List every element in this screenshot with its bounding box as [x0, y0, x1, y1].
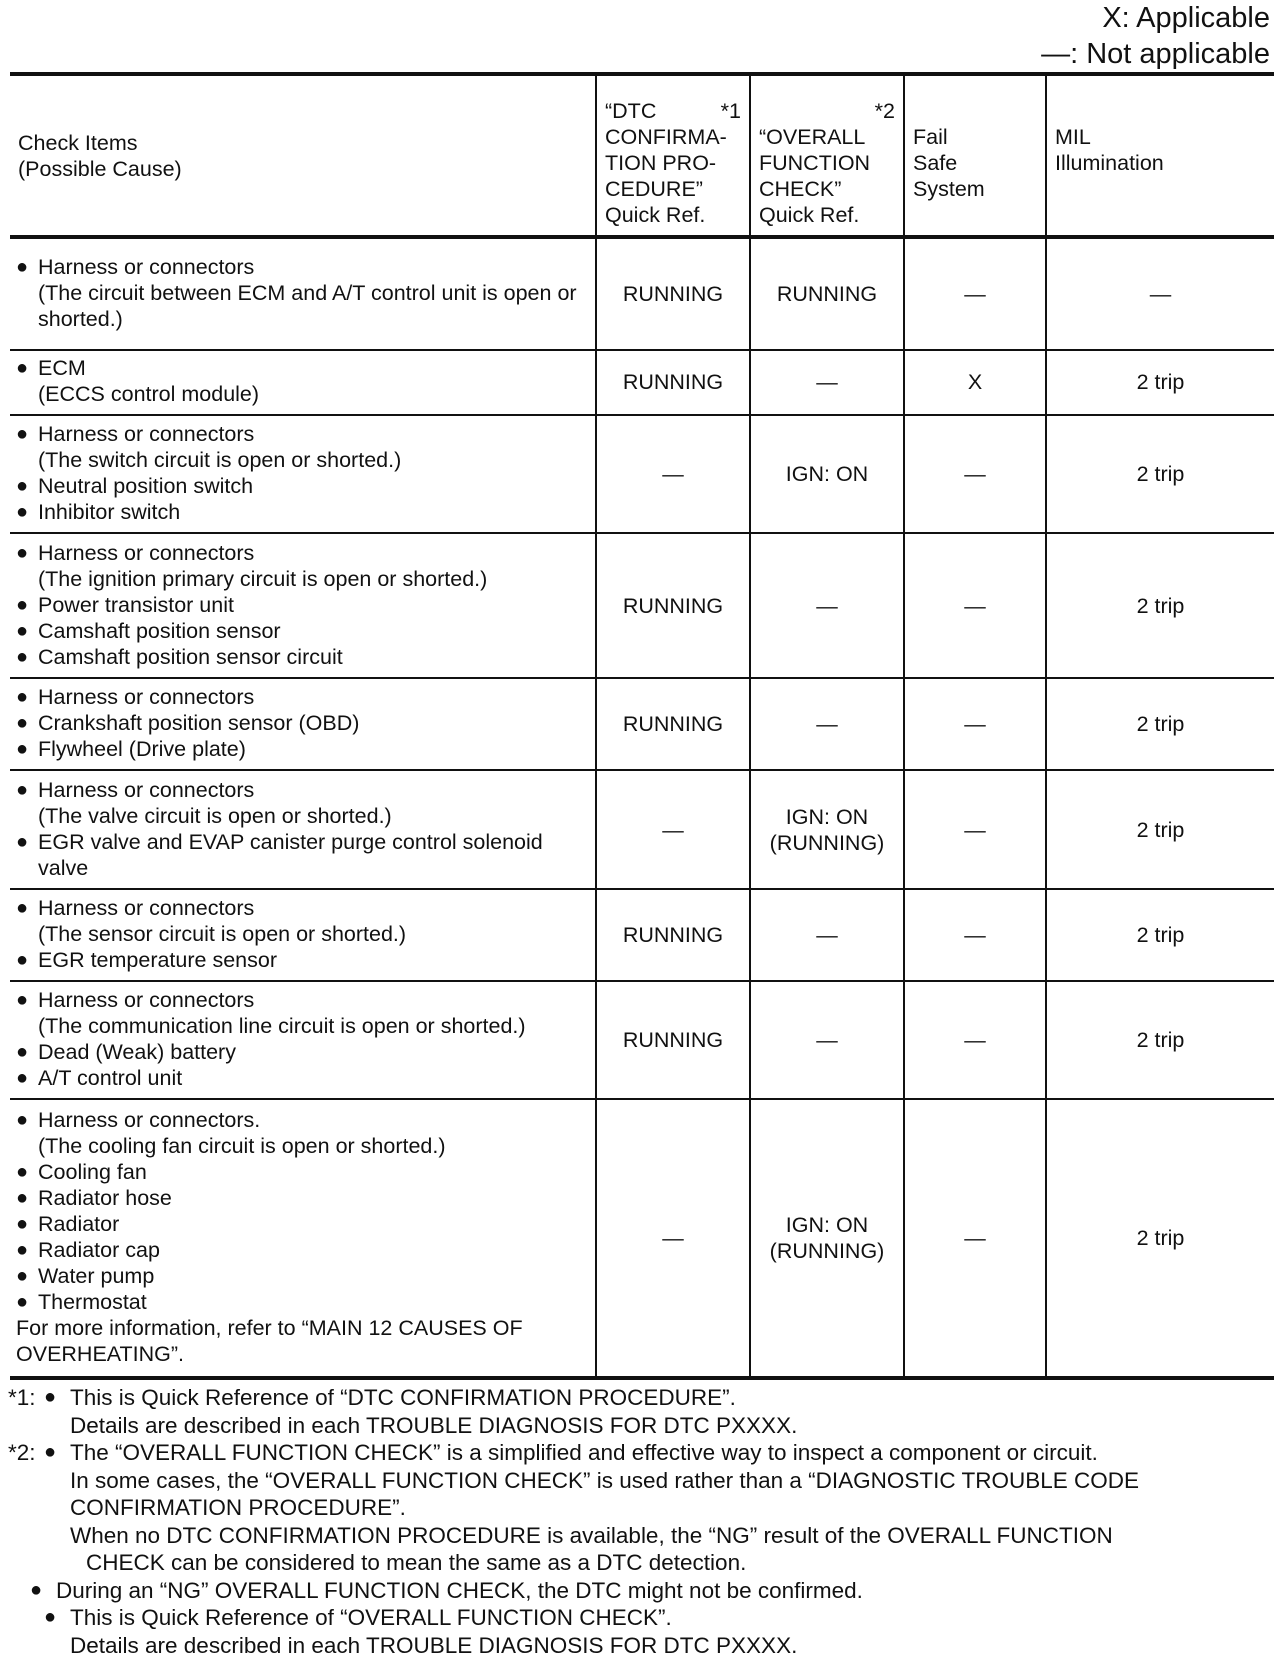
mil-cell-value: 2 trip: [1136, 712, 1185, 737]
legend-applicable: X: Applicable: [1102, 2, 1270, 34]
bullet-icon: ●: [44, 1386, 57, 1408]
table-row: [10, 415, 1274, 533]
bullet-icon: ●: [16, 357, 29, 380]
cause-list: [16, 777, 589, 881]
bullet-icon: ●: [16, 1291, 29, 1314]
fail-safe-cell: [904, 533, 1046, 678]
cause-list: [16, 355, 589, 407]
mil-cell: [1046, 678, 1274, 770]
bullet-icon: ●: [16, 1161, 29, 1184]
cause-text: Cooling fan: [38, 1160, 147, 1185]
cause-line: [16, 254, 589, 280]
cause-item: [16, 1039, 589, 1065]
bullet-icon: ●: [16, 988, 29, 1011]
cause-item: [16, 540, 589, 592]
cause-text: Harness or connectors: [38, 685, 255, 710]
mil-cell-value: 2 trip: [1136, 370, 1185, 395]
footnote-mark-1: *1:: [8, 1385, 36, 1410]
cause-line: [16, 829, 589, 881]
bullet-icon: ●: [16, 593, 29, 616]
bullet-icon: ●: [16, 712, 29, 735]
cause-item: [16, 895, 589, 947]
mil-cell: [1046, 770, 1274, 888]
mil-cell-value: 2 trip: [1136, 593, 1185, 618]
cause-list: [16, 421, 589, 525]
cause-line: [16, 540, 589, 566]
cause-text: ECM: [38, 356, 86, 381]
cause-text: Thermostat: [38, 1290, 147, 1315]
dtc-cell-value: RUNNING: [622, 282, 724, 307]
dtc-cell-value: RUNNING: [622, 1027, 724, 1052]
cause-text: Radiator cap: [38, 1238, 160, 1263]
overall-function-cell: [750, 889, 904, 981]
check-items-cell: [10, 889, 596, 981]
cause-text: Neutral position switch: [38, 474, 254, 499]
legend-not-applicable: —: Not applicable: [1041, 38, 1270, 70]
table-header-row: [10, 74, 1274, 237]
overall-function-cell-value: IGN: ON (RUNNING): [769, 804, 885, 855]
overall-function-cell: [750, 770, 904, 888]
header-overall-function: *2 “OVERALL FUNCTION CHECK” Quick Ref.: [750, 74, 904, 237]
cause-item: [16, 473, 589, 499]
fail-safe-cell: [904, 981, 1046, 1099]
fail-safe-cell-value: —: [964, 1226, 986, 1251]
cause-line: [16, 684, 589, 710]
dtc-cell: [596, 237, 750, 349]
bullet-icon: ●: [16, 830, 29, 853]
cause-text: Crankshaft position sensor (OBD): [38, 711, 360, 736]
bullet-icon: ●: [16, 1109, 29, 1132]
footnote-mark-2: *2:: [8, 1440, 36, 1465]
dtc-cell-value: RUNNING: [622, 922, 724, 947]
cause-text: Harness or connectors: [38, 255, 255, 280]
cause-list: [16, 540, 589, 670]
bullet-icon: ●: [16, 256, 29, 279]
cause-text: Inhibitor switch: [38, 500, 181, 525]
cause-line: [16, 777, 589, 803]
overall-function-cell: [750, 678, 904, 770]
table-row: [10, 981, 1274, 1099]
cause-text: EGR valve and EVAP canister purge control solenoid valve: [38, 829, 543, 880]
fail-safe-cell: [904, 350, 1046, 415]
bullet-icon: ●: [16, 1213, 29, 1236]
mil-cell: [1046, 415, 1274, 533]
dtc-cell: [596, 350, 750, 415]
bullet-icon: ●: [16, 501, 29, 524]
check-items-cell: [10, 678, 596, 770]
bullet-icon: ●: [16, 1066, 29, 1089]
footnote-2: *2: ● The “OVERALL FUNCTION CHECK” is a simplified and effective way to inspect a component or circuit. In some cases, the “OVERALL FUNCTION CHECK” is used rather than a “DIAGNOSTIC TROUBLE CODE CONFIRMATION PROCEDURE”. When no DTC CONFIRMATION PROCEDURE is available, the “NG” result of the OVERALL FUNCTION CHECK can be considered to mean the same as a DTC detection. ● During an “NG” OVERALL FUNCTION CHECK, the DTC might not be confirmed. ● This is Quick Reference of “OVERALL FUNCTION CHECK”. Details are described in each TROUBLE DIAGNOSIS FOR DTC PXXXX.: [8, 1440, 1140, 1658]
bullet-icon: ●: [16, 645, 29, 668]
table-row: [10, 237, 1274, 349]
more-info-text: For more information, refer to “MAIN 12 CAUSES OF OVERHEATING”.: [16, 1316, 523, 1367]
cause-text: EGR temperature sensor: [38, 947, 277, 972]
bullet-icon: ●: [16, 896, 29, 919]
overall-function-cell-value: IGN: ON: [785, 462, 869, 487]
bullet-icon: ●: [16, 1187, 29, 1210]
cause-line: [16, 1289, 589, 1315]
overall-function-cell-value: —: [816, 922, 838, 947]
header-fail-safe: Fail Safe System: [904, 74, 1046, 237]
cause-item: [16, 254, 589, 332]
table-row: [10, 1099, 1274, 1378]
bullet-icon: ●: [16, 1040, 29, 1063]
dtc-cell-value: RUNNING: [622, 593, 724, 618]
overall-function-cell: [750, 237, 904, 349]
fail-safe-cell: [904, 1099, 1046, 1378]
cause-item: [16, 1107, 589, 1159]
fail-safe-cell-value: —: [964, 922, 986, 947]
table-row: [10, 889, 1274, 981]
cause-note: (ECCS control module): [38, 382, 260, 407]
cause-item: [16, 1065, 589, 1091]
fail-safe-cell-value: X: [967, 370, 983, 395]
cause-note: (The communication line circuit is open or shorted.): [38, 1013, 526, 1038]
fail-safe-cell-value: —: [964, 1027, 986, 1052]
table-row: [10, 678, 1274, 770]
cause-list: [16, 254, 589, 332]
cause-item: [16, 987, 589, 1039]
mil-cell: [1046, 350, 1274, 415]
fail-safe-cell-value: —: [964, 593, 986, 618]
dtc-cell: [596, 889, 750, 981]
mil-cell-value: 2 trip: [1136, 817, 1185, 842]
fail-safe-cell-value: —: [964, 282, 986, 307]
mil-cell: [1046, 237, 1274, 349]
overall-function-cell-value: RUNNING: [776, 282, 878, 307]
fail-safe-cell: [904, 770, 1046, 888]
cause-text: Harness or connectors: [38, 895, 255, 920]
cause-text: Harness or connectors: [38, 540, 255, 565]
cause-item: [16, 1289, 589, 1315]
dtc-cell-value: —: [662, 1226, 684, 1251]
cause-note: (The valve circuit is open or shorted.): [38, 803, 392, 828]
overall-function-cell: [750, 981, 904, 1099]
cause-list: [16, 1107, 589, 1367]
footnote-1: *1: ● This is Quick Reference of “DTC CONFIRMATION PROCEDURE”. Details are described in each TROUBLE DIAGNOSIS FOR DTC PXXXX.: [8, 1385, 798, 1438]
cause-line: [16, 947, 589, 973]
overall-function-cell-value: —: [816, 593, 838, 618]
dtc-cell-value: —: [662, 817, 684, 842]
check-items-cell: [10, 533, 596, 678]
cause-text: Harness or connectors.: [38, 1108, 261, 1133]
dtc-cell: [596, 533, 750, 678]
mil-cell: [1046, 533, 1274, 678]
bullet-icon: ●: [16, 1265, 29, 1288]
fail-safe-cell: [904, 415, 1046, 533]
cause-item: [16, 1237, 589, 1263]
cause-line: [16, 592, 589, 618]
cause-line: [16, 355, 589, 381]
cause-list: [16, 987, 589, 1091]
table-row: [10, 770, 1274, 888]
overall-function-cell: [750, 415, 904, 533]
cause-line: [16, 1039, 589, 1065]
cause-item: [16, 736, 589, 762]
fail-safe-cell-value: —: [964, 817, 986, 842]
cause-line: [16, 618, 589, 644]
mil-cell: [1046, 981, 1274, 1099]
cause-item: [16, 1159, 589, 1185]
fail-safe-cell: [904, 889, 1046, 981]
cause-line: [16, 1065, 589, 1091]
table-body: [10, 237, 1274, 1378]
cause-item: [16, 592, 589, 618]
cause-item: [16, 777, 589, 829]
cause-item: [16, 644, 589, 670]
bullet-icon: ●: [16, 1239, 29, 1262]
fail-safe-cell: [904, 678, 1046, 770]
cause-item: [16, 710, 589, 736]
cause-note: (The switch circuit is open or shorted.): [38, 448, 402, 473]
cause-item: [16, 421, 589, 473]
footnote-ref-1: *1: [720, 98, 741, 123]
bullet-icon: ●: [30, 1578, 43, 1601]
cause-line: [16, 644, 589, 670]
overall-function-cell: [750, 1099, 904, 1378]
header-dtc-confirmation: *1 “DTC CONFIRMA- TION PRO- CEDURE” Quick Ref.: [596, 74, 750, 237]
cause-list: [16, 895, 589, 973]
cause-text: Power transistor unit: [38, 592, 234, 617]
bullet-icon: ●: [16, 619, 29, 642]
dtc-cell: [596, 981, 750, 1099]
overall-function-cell-value: —: [816, 370, 838, 395]
overall-function-cell-value: —: [816, 712, 838, 737]
overall-function-cell-value: IGN: ON (RUNNING): [769, 1213, 885, 1264]
bullet-icon: ●: [44, 1606, 57, 1628]
cause-line: [16, 736, 589, 762]
footnotes: [8, 1384, 1274, 1659]
mil-cell: [1046, 1099, 1274, 1378]
mil-cell-value: —: [1149, 282, 1172, 307]
table-row: [10, 350, 1274, 415]
mil-cell: [1046, 889, 1274, 981]
cause-line: [16, 473, 589, 499]
bullet-icon: ●: [16, 686, 29, 709]
dtc-cell-value: RUNNING: [622, 712, 724, 737]
check-items-cell: [10, 770, 596, 888]
dtc-cell: [596, 1099, 750, 1378]
check-items-cell: [10, 350, 596, 415]
cause-list: [16, 684, 589, 762]
cause-text: Water pump: [38, 1264, 155, 1289]
cause-item: [16, 829, 589, 881]
cause-item: [16, 1263, 589, 1289]
cause-text: Camshaft position sensor circuit: [38, 644, 343, 669]
bullet-icon: ●: [16, 475, 29, 498]
table-row: [10, 533, 1274, 678]
overall-function-cell-value: —: [816, 1027, 838, 1052]
cause-item: [16, 947, 589, 973]
overall-function-cell: [750, 350, 904, 415]
check-items-cell: [10, 981, 596, 1099]
bullet-icon: ●: [16, 778, 29, 801]
overall-function-cell: [750, 533, 904, 678]
cause-item: [16, 499, 589, 525]
cause-item: [16, 684, 589, 710]
fail-safe-cell-value: —: [964, 462, 986, 487]
cause-line: [16, 1237, 589, 1263]
fail-safe-cell-value: —: [964, 712, 986, 737]
cause-text: A/T control unit: [38, 1065, 183, 1090]
cause-line: [16, 499, 589, 525]
cause-text: Radiator hose: [38, 1186, 172, 1211]
bullet-icon: ●: [16, 541, 29, 564]
header-mil: MIL Illumination: [1046, 74, 1274, 237]
cause-line: [16, 895, 589, 921]
bullet-icon: ●: [16, 948, 29, 971]
mil-cell-value: 2 trip: [1136, 922, 1185, 947]
cause-item: [16, 618, 589, 644]
cause-item: [16, 1211, 589, 1237]
cause-line: [16, 1107, 589, 1133]
dtc-cell-value: RUNNING: [622, 370, 724, 395]
mil-cell-value: 2 trip: [1136, 462, 1185, 487]
cause-line: [16, 1263, 589, 1289]
cause-text: Harness or connectors: [38, 777, 255, 802]
cause-text: Dead (Weak) battery: [38, 1039, 236, 1064]
cause-line: [16, 421, 589, 447]
dtc-cell: [596, 678, 750, 770]
mil-cell-value: 2 trip: [1136, 1027, 1185, 1052]
check-items-cell: [10, 1099, 596, 1378]
check-items-cell: [10, 237, 596, 349]
check-items-cell: [10, 415, 596, 533]
cause-text: Flywheel (Drive plate): [38, 737, 246, 762]
legend: [1041, 0, 1270, 72]
cause-note: (The circuit between ECM and A/T control unit is open or shorted.): [38, 281, 577, 332]
footnote-ref-2: *2: [874, 98, 895, 123]
cause-line: [16, 1185, 589, 1211]
dtc-cell: [596, 415, 750, 533]
bullet-icon: ●: [16, 738, 29, 761]
diagnosis-table: [10, 72, 1274, 1380]
cause-item: [16, 1185, 589, 1211]
cause-line: [16, 710, 589, 736]
bullet-icon: ●: [16, 423, 29, 446]
bullet-icon: ●: [44, 1441, 57, 1463]
cause-text: Camshaft position sensor: [38, 618, 281, 643]
cause-line: [16, 987, 589, 1013]
cause-line: [16, 1159, 589, 1185]
cause-item: [16, 355, 589, 407]
dtc-cell-value: —: [662, 462, 684, 487]
header-check-items: Check Items (Possible Cause): [10, 74, 596, 237]
mil-cell-value: 2 trip: [1136, 1226, 1185, 1251]
cause-text: Radiator: [38, 1212, 120, 1237]
cause-text: Harness or connectors: [38, 987, 255, 1012]
cause-note: (The sensor circuit is open or shorted.): [38, 921, 407, 946]
dtc-cell: [596, 770, 750, 888]
cause-note: (The cooling fan circuit is open or shorted.): [38, 1134, 446, 1159]
cause-line: [16, 1211, 589, 1237]
fail-safe-cell: [904, 237, 1046, 349]
cause-text: Harness or connectors: [38, 422, 255, 447]
cause-note: (The ignition primary circuit is open or shorted.): [38, 566, 488, 591]
